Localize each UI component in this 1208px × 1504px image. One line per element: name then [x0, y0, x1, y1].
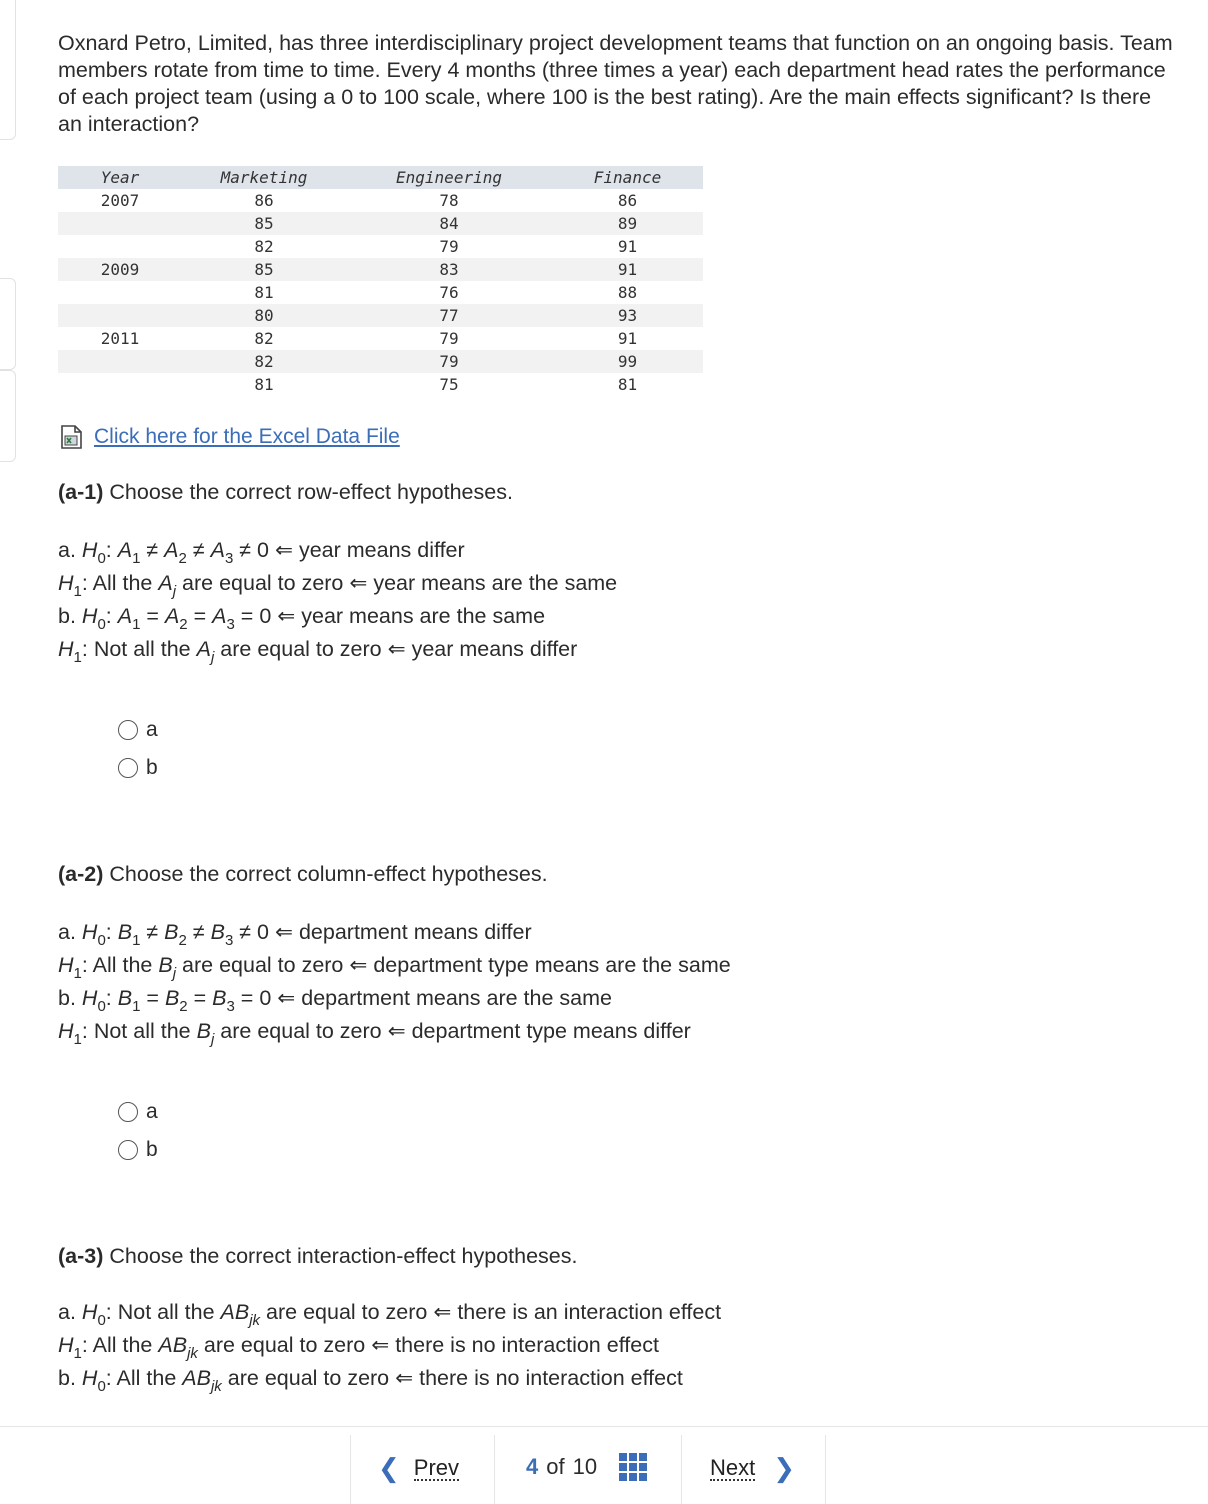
a3-title	[58, 1244, 577, 1269]
a1-radio-a[interactable]	[118, 711, 158, 749]
page-of: of	[546, 1454, 565, 1479]
header-engineering: Engineering	[346, 166, 552, 189]
a1-radio-group	[118, 711, 158, 787]
prev-button[interactable]	[378, 1453, 459, 1484]
cell: 89	[552, 212, 703, 235]
cell: 80	[182, 304, 346, 327]
next-label: Next	[710, 1454, 756, 1480]
a2-option-b-h1: $H_1$: Not all the $B_j$ are equal to zero ⇐ department type means differ	[58, 1019, 691, 1048]
header-finance: Finance	[552, 166, 703, 189]
radio-label: a	[146, 718, 158, 741]
cell: 99	[552, 350, 703, 373]
cell: 81	[254, 375, 274, 394]
cell: 91	[552, 258, 703, 281]
left-edge-tab	[0, 278, 16, 370]
table-row	[58, 281, 703, 304]
a2-option-a-h1: $H_1$: All the $B_j$ are equal to zero ⇐ department type means are the same	[58, 953, 731, 982]
cell: 76	[439, 283, 459, 302]
cell-year: 2009	[58, 258, 182, 281]
chevron-left-icon: ❮	[378, 1453, 400, 1483]
a1-option-b-h0: b. $H_0$: $A_1 = A_2 = A_3 = 0$ ⇐ year means are the same	[58, 604, 546, 633]
excel-data-link[interactable]: Click here for the Excel Data File	[94, 425, 400, 448]
page-indicator[interactable]	[526, 1453, 647, 1481]
a1-option-b-h1: $H_1$: Not all the $A_j$ are equal to zero ⇐ year means differ	[58, 637, 578, 666]
radio-label: b	[146, 756, 158, 779]
cell: 82	[182, 350, 346, 373]
a3-label: (a-3)	[58, 1244, 104, 1268]
radio-button[interactable]	[118, 1102, 138, 1122]
cell: 86	[254, 191, 274, 210]
a2-hypotheses	[58, 916, 731, 1048]
cell: 75	[439, 375, 459, 394]
cell-year	[58, 235, 182, 258]
nav-divider	[825, 1435, 826, 1504]
a1-hypotheses	[58, 534, 617, 666]
cell: 91	[617, 237, 638, 256]
a3-hypotheses	[58, 1296, 721, 1395]
a3-option-a-h0: a. $H_0$: Not all the $AB_{jk}$ are equal to zero ⇐ there is an interaction effect	[58, 1300, 722, 1329]
grid-icon[interactable]	[619, 1453, 647, 1481]
a3-option-b-h0: b. $H_0$: All the $AB_{jk}$ are equal to zero ⇐ there is no interaction effect	[58, 1366, 683, 1395]
a2-radio-b[interactable]	[118, 1131, 158, 1169]
cell: 83	[346, 258, 552, 281]
excel-data-link-row	[58, 424, 400, 450]
cell-year	[58, 281, 182, 304]
cell-year	[58, 212, 182, 235]
cell-year	[58, 373, 182, 396]
cell: 78	[439, 191, 459, 210]
cell: 88	[617, 283, 638, 302]
table-row	[58, 327, 703, 350]
left-edge-tab	[0, 0, 16, 140]
cell: 77	[346, 304, 552, 327]
data-table	[58, 166, 703, 396]
radio-label: b	[146, 1138, 158, 1161]
cell-year	[58, 304, 182, 327]
cell-year	[58, 350, 182, 373]
a1-label: (a-1)	[58, 480, 104, 504]
a1-title	[58, 480, 513, 505]
a2-radio-group	[118, 1093, 158, 1169]
a1-option-a-h0: a. $H_0$: $A_1 \ne A_2 \ne A_3 \ne 0$ ⇐ year means differ	[58, 538, 465, 567]
a2-radio-a[interactable]	[118, 1093, 158, 1131]
a2-option-a-h0: a. $H_0$: $B_1 \ne B_2 \ne B_3 \ne 0$ ⇐ department means differ	[58, 920, 532, 949]
cell: 81	[254, 283, 274, 302]
header-marketing: Marketing	[182, 166, 346, 189]
excel-file-icon	[58, 424, 86, 450]
cell: 91	[617, 329, 638, 348]
a1-radio-b[interactable]	[118, 749, 158, 787]
left-edge-tab	[0, 370, 16, 462]
a1-text: Choose the correct row-effect hypotheses.	[109, 480, 513, 504]
table-row	[58, 304, 703, 327]
radio-button[interactable]	[118, 720, 138, 740]
cell: 93	[552, 304, 703, 327]
table-row	[58, 189, 703, 212]
a2-option-b-h0: b. $H_0$: $B_1 = B_2 = B_3 = 0$ ⇐ department means are the same	[58, 986, 612, 1015]
prev-label: Prev	[413, 1454, 460, 1480]
cell: 79	[439, 237, 459, 256]
nav-divider	[681, 1435, 682, 1504]
a3-option-a-h1: $H_1$: All the $AB_{jk}$ are equal to zero ⇐ there is no interaction effect	[58, 1333, 659, 1362]
table-header-row	[58, 166, 703, 189]
cell: 79	[346, 350, 552, 373]
a2-text: Choose the correct column-effect hypotheses.	[109, 862, 548, 886]
a1-option-a-h1: $H_1$: All the $A_j$ are equal to zero ⇐ year means are the same	[58, 571, 618, 600]
cell: 79	[439, 329, 459, 348]
bottom-nav-bar	[0, 1426, 1208, 1504]
cell: 82	[254, 329, 274, 348]
radio-button[interactable]	[118, 1140, 138, 1160]
header-year: Year	[58, 166, 182, 189]
current-page: 4	[526, 1454, 539, 1479]
cell: 85	[182, 258, 346, 281]
question-intro	[58, 30, 1178, 138]
radio-button[interactable]	[118, 758, 138, 778]
cell: 84	[346, 212, 552, 235]
radio-label: a	[146, 1100, 158, 1123]
nav-divider	[494, 1435, 495, 1504]
table-row	[58, 373, 703, 396]
cell-year: 2011	[100, 329, 140, 348]
table-row	[58, 350, 703, 373]
cell: 81	[617, 375, 638, 394]
a3-text: Choose the correct interaction-effect hypotheses.	[109, 1244, 578, 1268]
next-button[interactable]	[710, 1453, 795, 1484]
table-row	[58, 258, 703, 281]
nav-divider	[350, 1435, 351, 1504]
cell: 85	[182, 212, 346, 235]
intro-text: Oxnard Petro, Limited, has three interdisciplinary project development teams that function on an ongoing basis. Team members rotate from time to time. Every 4 months (three times a year) each department head rates the performance of each project team (using a 0 to 100 scale, where 100 is the best rating). Are the main effects significant? Is there an interaction?	[58, 31, 1173, 136]
table-row	[58, 212, 703, 235]
cell: 86	[617, 191, 638, 210]
cell-year: 2007	[100, 191, 140, 210]
total-pages: 10	[572, 1454, 598, 1479]
chevron-right-icon: ❯	[773, 1453, 796, 1483]
table-row	[58, 235, 703, 258]
a2-title	[58, 862, 548, 887]
cell: 82	[254, 237, 274, 256]
a2-label: (a-2)	[58, 862, 104, 886]
